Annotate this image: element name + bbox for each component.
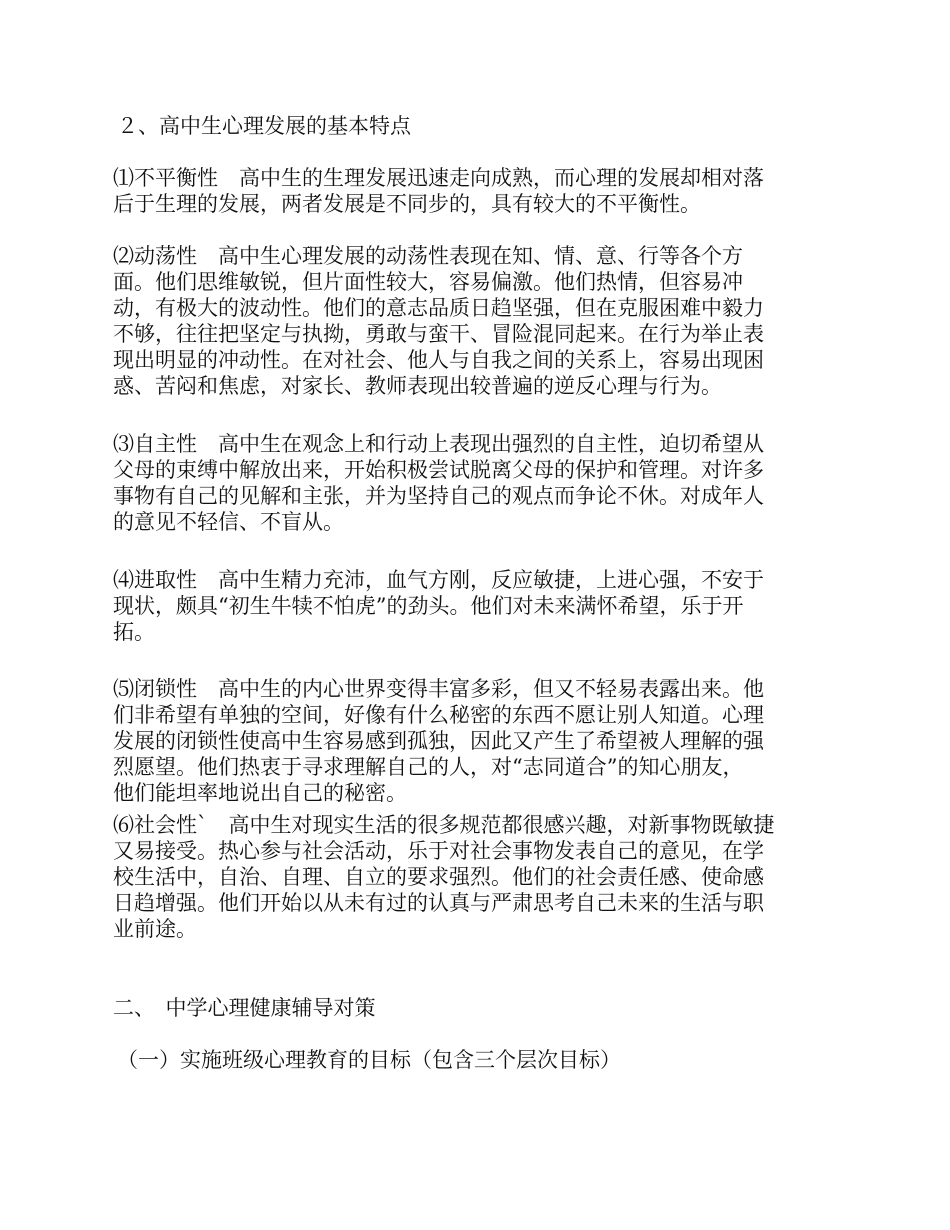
text-line: ⑹社会性` 高中生对现实生活的很多规范都很感兴趣，对新事物既敏捷 (113, 813, 775, 837)
text-line: 日趋增强。他们开始以从未有过的认真与严肃思考自己未来的生活与职 (113, 891, 764, 915)
text-line: 烈愿望。他们热衷于寻求理解自己的人，对“志同道合”的知心朋友， (113, 755, 744, 779)
text-line: 事物有自己的见解和主张，并为坚持自己的观点而争论不休。对成年人 (113, 484, 764, 508)
text-line: ⑶自主性 高中生在观念上和行动上表现出强烈的自主性，迫切希望从 (113, 432, 764, 456)
text-line: 后于生理的发展，两者发展是不同步的，具有较大的不平衡性。 (113, 192, 701, 216)
text-line: ⑸闭锁性 高中生的内心世界变得丰富多彩，但又不轻易表露出来。他 (113, 677, 764, 701)
text-line: 发展的闭锁性使高中生容易感到孤独，因此又产生了希望被人理解的强 (113, 729, 764, 753)
text-line: 们非希望有单独的空间，好像有什么秘密的东西不愿让别人知道。心理 (113, 703, 764, 727)
paragraph-sociality (113, 812, 838, 942)
text-line: ⑷进取性 高中生精力充沛，血气方刚，反应敏捷，上进心强，不安于 (113, 568, 764, 592)
text-line: 现出明显的冲动性。在对社会、他人与自我之间的关系上，容易出现困 (113, 348, 764, 372)
text-line: ⑴不平衡性 高中生的生理发展迅速走向成熟，而心理的发展却相对落 (113, 166, 764, 190)
goal-heading: （一）实施班级心理教育的目标（包含三个层次目标） (117, 1048, 621, 1072)
text-line: 的意见不轻信、不盲从。 (113, 510, 344, 534)
text-line: ⑵动荡性 高中生心理发展的动荡性表现在知、情、意、行等各个方 (113, 244, 743, 268)
text-line: 不够，往往把坚定与执拗，勇敢与蛮干、冒险混同起来。在行为举止表 (113, 322, 764, 346)
text-line: 他们能坦率地说出自己的秘密。 (113, 781, 407, 805)
text-line: 业前途。 (113, 917, 197, 941)
text-line: 校生活中，自治、自理、自立的要求强烈。他们的社会责任感、使命感 (113, 865, 764, 889)
section-heading: ２、高中生心理发展的基本特点 (117, 114, 411, 138)
text-line: 动，有极大的波动性。他们的意志品质日趋坚强，但在克服困难中毅力 (113, 296, 764, 320)
paragraph-turbulence (113, 243, 838, 399)
text-line: 拓。 (113, 620, 155, 644)
paragraph-enterprise (113, 567, 838, 645)
paragraph-closedness (113, 676, 838, 806)
text-line: 又易接受。热心参与社会活动，乐于对社会事物发表自己的意见，在学 (113, 839, 764, 863)
text-line: 面。他们思维敏锐，但片面性较大，容易偏激。他们热情，但容易冲 (113, 270, 743, 294)
text-line: 父母的束缚中解放出来，开始积极尝试脱离父母的保护和管理。对许多 (113, 458, 764, 482)
countermeasures-heading: 二、 中学心理健康辅导对策 (113, 996, 376, 1020)
paragraph-autonomy (113, 431, 838, 535)
text-line: 现状，颇具“初生牛犊不怕虎”的劲头。他们对未来满怀希望，乐于开 (113, 594, 744, 618)
paragraph-imbalance (113, 165, 838, 217)
text-line: 惑、苦闷和焦虑，对家长、教师表现出较普遍的逆反心理与行为。 (113, 374, 722, 398)
